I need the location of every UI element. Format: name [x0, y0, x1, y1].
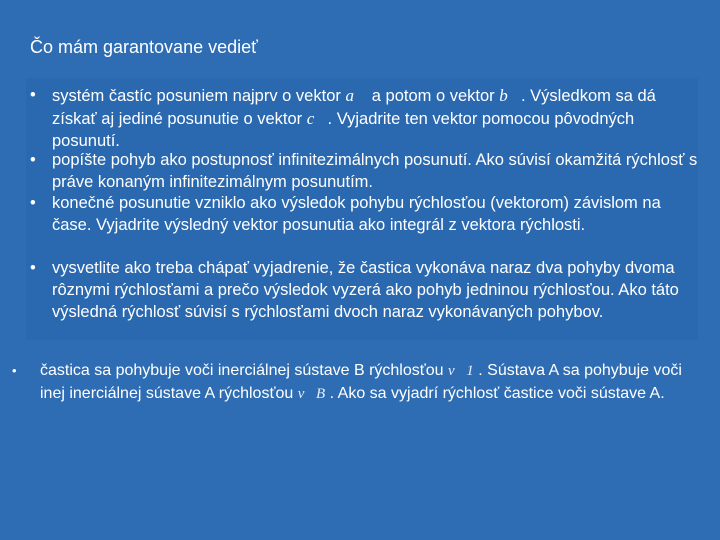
- item-text: popíšte pohyb ako postupnosť infinitezimálnych posunutí. Ako súvisí okamžitá rýchlosť s práve konaným infinitezimálnym posunutím.: [52, 151, 698, 191]
- slide-title: Čo mám garantovane vedieť: [30, 37, 258, 57]
- list-item: [30, 193, 702, 237]
- bullet-marker: •: [30, 86, 36, 104]
- item-text-part: a potom o vektor: [367, 87, 500, 105]
- list-item: [30, 258, 702, 323]
- bullet-marker: •: [30, 194, 36, 212]
- bullet-marker: •: [30, 151, 36, 169]
- item-text: vysvetlite ako treba chápať vyjadrenie, že častica vykonáva naraz dva pohyby dvoma rôznymi rýchlosťami a prečo výsledok vyzerá ako pohyb jedninou rýchlosťou. Ako táto výsledná rýchlosť súvisí s rýchlosťami dvoch naraz vykonávaných pohybov.: [52, 259, 679, 321]
- item-text-part: . Vyjadrite ten vektor pomocou pôvodných posunutí.: [52, 109, 635, 150]
- bullet-marker: •: [12, 363, 17, 378]
- vector-c-symbol: c⃗: [306, 108, 328, 128]
- item-text-part: . Výsledkom sa dá získať aj jediné posunutie o vektor: [52, 87, 656, 128]
- paragraph-text-part: častica sa pohybuje voči inerciálnej sústave B rýchlosťou: [40, 362, 448, 379]
- list-item: [30, 150, 702, 194]
- velocity-vb-symbol: v⃗B: [297, 385, 326, 402]
- bullet-marker: •: [30, 259, 36, 277]
- vector-a-symbol: a⃗: [345, 86, 368, 105]
- item-text-part: systém častíc posuniem najprv o vektor: [52, 87, 346, 105]
- velocity-v1-symbol: v⃗1: [447, 363, 474, 379]
- paragraph-text-part: . Sústava A sa pohybuje voči inej inerciálnej sústave A rýchlosťou: [40, 362, 682, 402]
- paragraph-text-part: . Ako sa vyjadrí rýchlosť častice voči sústave A.: [325, 384, 665, 402]
- item-text: konečné posunutie vzniklo ako výsledok pohybu rýchlosťou (vektorom) závislom na čase. Vyjadrite výsledný vektor posunutia ako integrál z vektora rýchlosti.: [52, 194, 661, 234]
- vector-b-symbol: b⃗: [499, 86, 521, 105]
- list-item: [30, 85, 702, 152]
- bottom-paragraph: [12, 360, 710, 405]
